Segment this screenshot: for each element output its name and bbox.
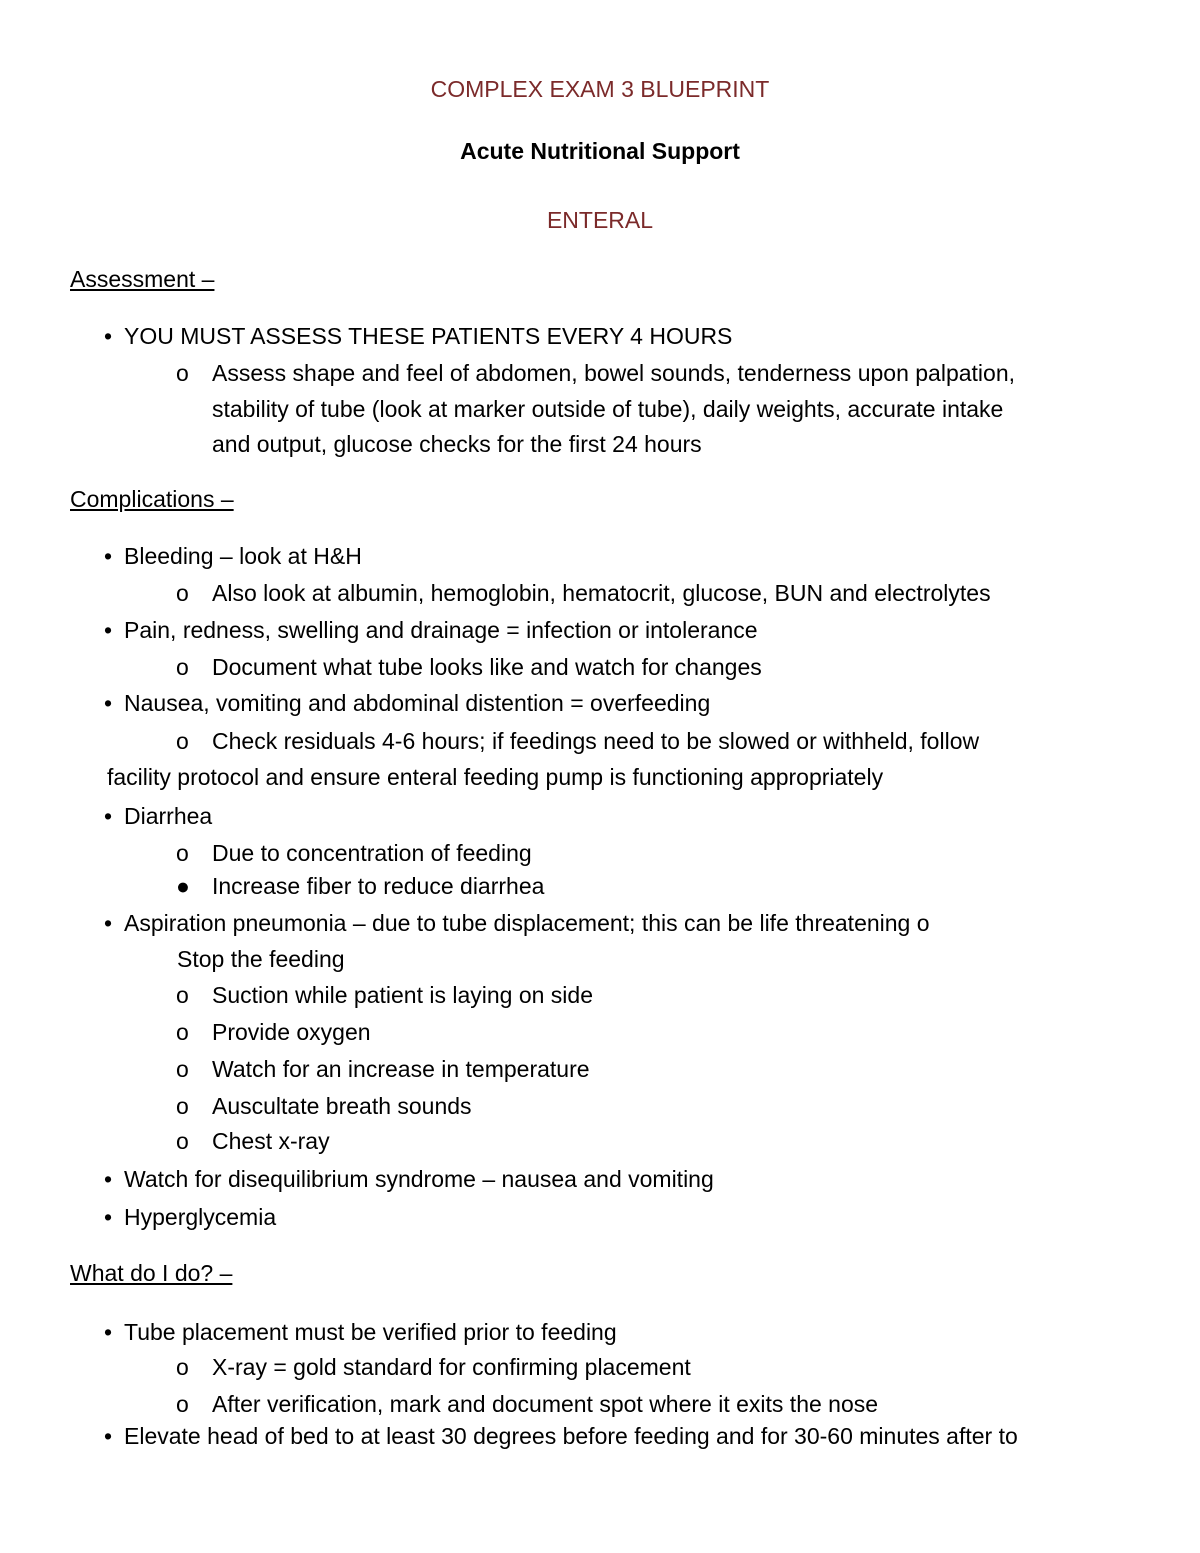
sub-text: X-ray = gold standard for confirming placement [212, 1354, 691, 1380]
bullet-mark: • [104, 323, 113, 349]
bullet-text: Diarrhea [124, 803, 213, 829]
bullet-text: Hyperglycemia [124, 1204, 277, 1230]
sub-text: Check residuals 4-6 hours; if feedings need to be slowed or withheld, follow [212, 728, 980, 754]
circle-mark: o [176, 1056, 189, 1082]
bullet-text: Nausea, vomiting and abdominal distention = overfeeding [124, 690, 711, 716]
complications-bullet-2 [104, 615, 758, 645]
bullet-mark: • [104, 1319, 113, 1345]
complications-bullet-7 [104, 1202, 276, 1232]
sub-text: Provide oxygen [212, 1019, 371, 1045]
complications-sub-5-0: Stop the feeding [177, 946, 345, 972]
bullet-text: Bleeding – look at H&H [124, 543, 362, 569]
circle-mark: o [176, 728, 189, 754]
what-do-i-do-sub-1-2 [176, 1389, 878, 1419]
bullet-mark: • [104, 1423, 113, 1449]
circle-mark: o [176, 1128, 189, 1154]
circle-mark: o [176, 1019, 189, 1045]
sub-text: Suction while patient is laying on side [212, 982, 594, 1008]
section-title-enteral: ENTERAL [546, 207, 654, 233]
complications-bullet-3 [104, 688, 710, 718]
complications-sub-4-2 [176, 871, 544, 901]
circle-mark: o [176, 1354, 189, 1380]
complications-sub-2-1 [176, 652, 762, 682]
sub-text: After verification, mark and document spot where it exits the nose [212, 1391, 879, 1417]
complications-sub-5-2 [176, 1017, 371, 1047]
circle-mark: o [176, 840, 189, 866]
bullet-mark: • [104, 690, 113, 716]
sub-text: Watch for an increase in temperature [212, 1056, 590, 1082]
sub-text: Auscultate breath sounds [212, 1093, 472, 1119]
complications-sub-1-1 [176, 578, 991, 608]
circle-mark: o [176, 1093, 189, 1119]
complications-sub-5-1 [176, 980, 593, 1010]
complications-sub-3-1-cont: facility protocol and ensure enteral feeding pump is functioning appropriately [107, 764, 884, 790]
assessment-sub-1 [176, 358, 1015, 388]
bullet-text: Pain, redness, swelling and drainage = infection or intolerance [124, 617, 758, 643]
bullet-mark: • [104, 1166, 113, 1192]
sub-text: Increase fiber to reduce diarrhea [212, 873, 545, 899]
complications-sub-5-5 [176, 1126, 330, 1156]
complications-bullet-4 [104, 801, 212, 831]
complications-heading: Complications – [70, 486, 234, 512]
sub-text: Document what tube looks like and watch for changes [212, 654, 762, 680]
circle-mark: o [176, 360, 189, 386]
circle-mark: o [176, 654, 189, 680]
sub-text: Also look at albumin, hemoglobin, hematocrit, glucose, BUN and electrolytes [212, 580, 991, 606]
assessment-sub-1-cont-1: stability of tube (look at marker outside of tube), daily weights, accurate intake [212, 396, 1004, 422]
document-title: COMPLEX EXAM 3 BLUEPRINT [430, 76, 770, 102]
sub-text: Assess shape and feel of abdomen, bowel sounds, tenderness upon palpation, [212, 360, 1016, 386]
bullet-text: Tube placement must be verified prior to feeding [124, 1319, 617, 1345]
bullet-mark: • [104, 1204, 113, 1230]
complications-bullet-6 [104, 1164, 714, 1194]
circle-mark: o [176, 580, 189, 606]
complications-sub-3-1 [176, 726, 979, 756]
circle-mark: o [176, 982, 189, 1008]
document-subtitle: Acute Nutritional Support [460, 138, 740, 164]
bullet-mark: • [104, 803, 113, 829]
what-do-i-do-heading: What do I do? – [70, 1260, 233, 1286]
circle-mark: o [176, 1391, 189, 1417]
sub-text: Chest x-ray [212, 1128, 330, 1154]
assessment-heading: Assessment – [70, 266, 215, 292]
complications-bullet-5 [104, 908, 930, 938]
complications-bullet-1 [104, 541, 362, 571]
complications-sub-5-3 [176, 1054, 590, 1084]
sub-text: Due to concentration of feeding [212, 840, 532, 866]
bullet-mark: • [104, 543, 113, 569]
complications-sub-4-1 [176, 838, 532, 868]
dot-mark: ● [176, 873, 190, 899]
what-do-i-do-sub-1-1 [176, 1352, 691, 1382]
what-do-i-do-bullet-1 [104, 1317, 617, 1347]
bullet-mark: • [104, 617, 113, 643]
what-do-i-do-bullet-2 [104, 1421, 1018, 1451]
bullet-text: Elevate head of bed to at least 30 degrees before feeding and for 30-60 minutes after to [124, 1423, 1018, 1449]
assessment-sub-1-cont-2: and output, glucose checks for the first 24 hours [212, 431, 702, 457]
bullet-text: Watch for disequilibrium syndrome – nausea and vomiting [124, 1166, 714, 1192]
bullet-mark: • [104, 910, 113, 936]
bullet-text: Aspiration pneumonia – due to tube displacement; this can be life threatening o [124, 910, 930, 936]
complications-sub-5-4 [176, 1091, 472, 1121]
bullet-text: YOU MUST ASSESS THESE PATIENTS EVERY 4 HOURS [124, 323, 733, 349]
assessment-bullet-1 [104, 321, 732, 351]
